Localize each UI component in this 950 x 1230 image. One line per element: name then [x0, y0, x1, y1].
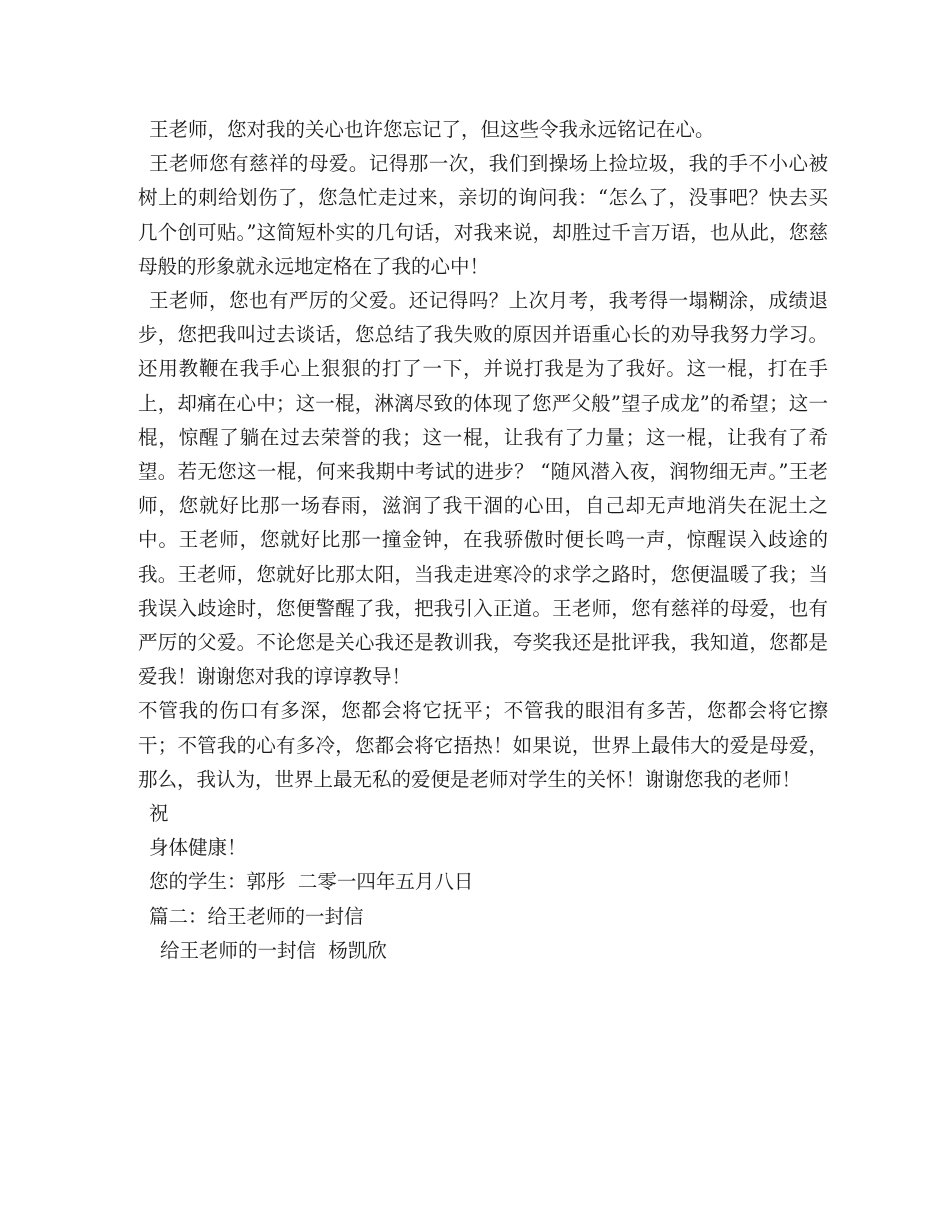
section-heading: 篇二：给王老师的一封信: [149, 904, 364, 928]
closing-wish: 祝: [149, 802, 169, 826]
paragraph-father-love: [138, 284, 828, 694]
paragraph-mother-love-text: 王老师您有慈祥的母爱。记得那一次，我们到操场上捡垃圾，我的手不小心被树上的刺给划伤了，您急忙走过来，亲切的询问我：“怎么了，没事吧？快去买几个创可贴。”这简短朴实的几句话，对我来说，却胜过千言万语，也从此，您慈母般的形象就永远地定格在了我的心中！: [138, 152, 828, 278]
section-subtitle: 给王老师的一封信 杨凯欣: [160, 938, 387, 962]
paragraph-gratitude: 不管我的伤口有多深，您都会将它抚平；不管我的眼泪有多苦，您都会将它擦干；不管我的心有多冷，您都会将它捂热！如果说，世界上最伟大的爱是母爱，那么，我认为，世界上最无私的爱便是老师对学生的关怀！谢谢您我的老师！: [138, 699, 828, 791]
closing-health: 身体健康！: [149, 836, 247, 860]
paragraph-mother-love: [138, 147, 828, 284]
letter-page: [138, 113, 828, 968]
signature: 您的学生：郭彤 二零一四年五月八日: [149, 870, 474, 894]
paragraph-father-love-text: 王老师，您也有严厉的父爱。还记得吗？上次月考，我考得一塌糊涂，成绩退步，您把我叫过去谈话，您总结了我失败的原因并语重心长的劝导我努力学习。还用教鞭在我手心上狠狠的打了一下，并说打我是为了我好。这一棍，打在手上，却痛在心中；这一棍，淋漓尽致的体现了您严父般”望子成龙”的希望；这一棍，惊醒了躺在过去荣誉的我；这一棍，让我有了力量；这一棍，让我有了希望。若无您这一棍，何来我期中考试的进步？ “随风潜入夜，润物细无声。”王老师，您就好比那一场春雨，滋润了我干涸的心田，自己却无声地消失在泥土之中。王老师，您就好比那一撞金钟，在我骄傲时便长鸣一声，惊醒误入歧途的我。王老师，您就好比那太阳，当我走进寒冷的求学之路时，您便温暖了我；当我误入歧途时，您便警醒了我，把我引入正道。王老师，您有慈祥的母爱，也有严厉的父爱。不论您是关心我还是教训我，夸奖我还是批评我，我知道，您都是爱我！谢谢您对我的谆谆教导！: [138, 289, 828, 689]
paragraph-intro: 王老师，您对我的关心也许您忘记了，但这些令我永远铭记在心。: [149, 118, 715, 141]
